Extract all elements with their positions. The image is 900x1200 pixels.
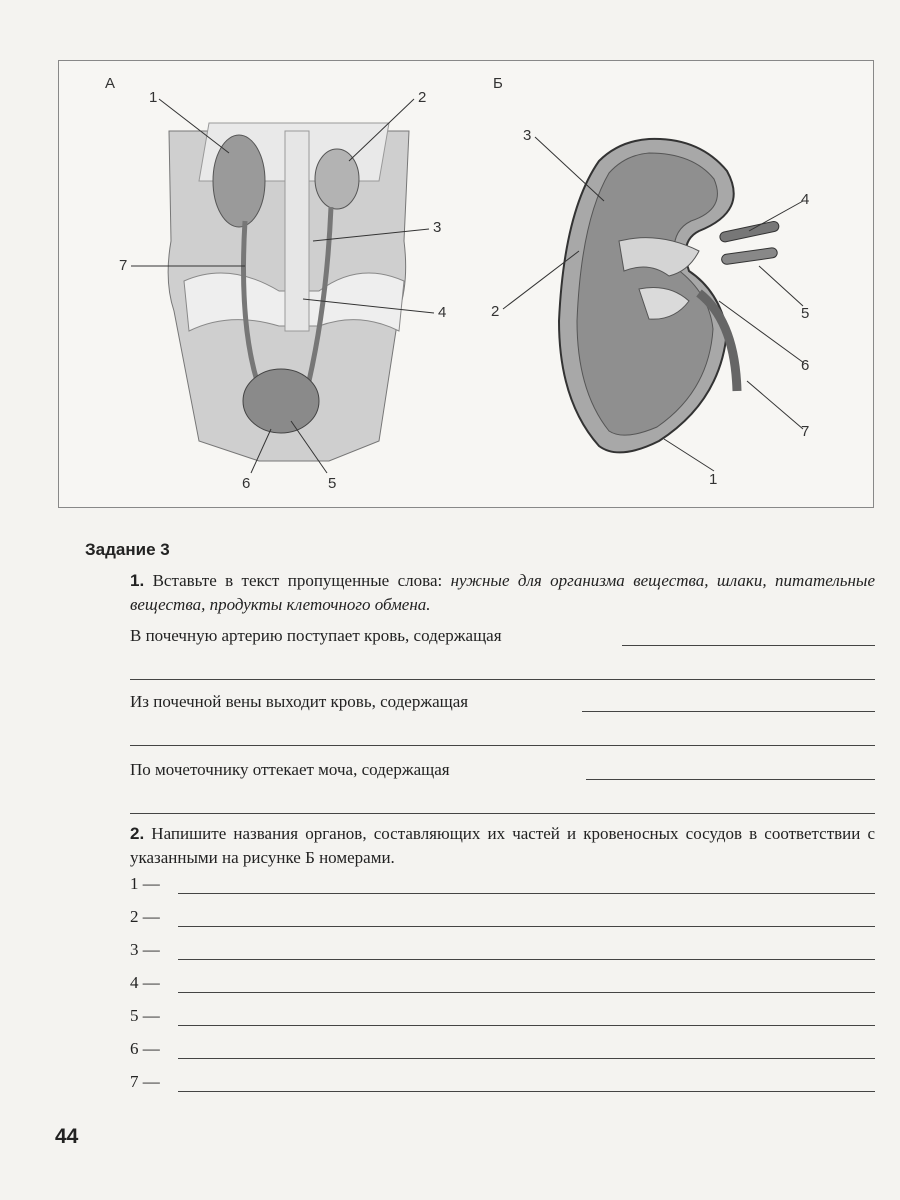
panel-b-label-5: 5 bbox=[801, 305, 810, 322]
numbered-answer-1 bbox=[130, 874, 875, 898]
answer-line-ureter bbox=[130, 760, 875, 784]
numbered-answer-field[interactable] bbox=[178, 1091, 875, 1092]
panel-a-letter: А bbox=[105, 75, 116, 92]
question-1 bbox=[130, 569, 875, 617]
panel-b-label-7: 7 bbox=[801, 423, 810, 440]
panel-a-label-2: 2 bbox=[418, 89, 427, 106]
panel-b-label-2: 2 bbox=[491, 303, 500, 320]
numbered-answer-field[interactable] bbox=[178, 926, 875, 927]
numbered-answer-label: 2 — bbox=[130, 907, 160, 926]
answer-field-vein-1[interactable] bbox=[582, 711, 875, 712]
numbered-answer-field[interactable] bbox=[178, 1025, 875, 1026]
numbered-answer-label: 7 — bbox=[130, 1072, 160, 1091]
numbered-answer-field[interactable] bbox=[178, 893, 875, 894]
numbered-answer-field[interactable] bbox=[178, 992, 875, 993]
answer-field-artery-1[interactable] bbox=[622, 645, 875, 646]
answer-line-ureter-cont bbox=[130, 794, 875, 818]
answer-field-ureter-1[interactable] bbox=[586, 779, 875, 780]
question-2 bbox=[130, 822, 875, 870]
numbered-answer-label: 1 — bbox=[130, 874, 160, 893]
kidney-illustration bbox=[59, 61, 875, 509]
question-2-number: 2. bbox=[130, 824, 145, 843]
panel-a-label-6: 6 bbox=[242, 475, 251, 492]
panel-a-label-5: 5 bbox=[328, 475, 337, 492]
question-1-words: нужные для организма вещества, шлаки, питательные вещества, продукты клеточного обмена. bbox=[130, 571, 875, 614]
answer-line-artery bbox=[130, 626, 875, 650]
numbered-answer-3 bbox=[130, 940, 875, 964]
answer-line-ureter-text: По мочеточнику оттекает моча, содержащая bbox=[130, 760, 450, 779]
panel-b-letter: Б bbox=[493, 75, 503, 92]
panel-a-label-1: 1 bbox=[149, 89, 158, 106]
answer-line-vein bbox=[130, 692, 875, 716]
answer-line-vein-cont bbox=[130, 726, 875, 750]
question-1-number: 1. bbox=[130, 571, 145, 590]
numbered-answer-field[interactable] bbox=[178, 959, 875, 960]
panel-a-label-4: 4 bbox=[438, 304, 447, 321]
numbered-answer-4 bbox=[130, 973, 875, 997]
numbered-answer-label: 6 — bbox=[130, 1039, 160, 1058]
numbered-answer-label: 3 — bbox=[130, 940, 160, 959]
task-title: Задание 3 bbox=[85, 540, 170, 559]
panel-a-label-7: 7 bbox=[119, 257, 128, 274]
panel-a-label-3: 3 bbox=[433, 219, 442, 236]
kidney-section-diagram bbox=[503, 137, 804, 471]
numbered-answer-label: 4 — bbox=[130, 973, 160, 992]
panel-b-label-3: 3 bbox=[523, 127, 532, 144]
panel-b-label-6: 6 bbox=[801, 357, 810, 374]
answer-line-artery-cont bbox=[130, 660, 875, 684]
numbered-answer-label: 5 — bbox=[130, 1006, 160, 1025]
numbered-answer-7 bbox=[130, 1072, 875, 1096]
panel-b-label-4: 4 bbox=[801, 191, 810, 208]
urinary-system-diagram bbox=[131, 99, 434, 473]
answer-field-vein-2[interactable] bbox=[130, 745, 875, 746]
question-1-text: Вставьте в текст пропущенные слова: bbox=[152, 571, 443, 590]
figure-box bbox=[58, 60, 874, 508]
answer-field-ureter-2[interactable] bbox=[130, 813, 875, 814]
page-number: 44 bbox=[55, 1125, 79, 1148]
answer-field-artery-2[interactable] bbox=[130, 679, 875, 680]
numbered-answer-2 bbox=[130, 907, 875, 931]
answer-line-artery-text: В почечную артерию поступает кровь, содержащая bbox=[130, 626, 502, 645]
numbered-answer-6 bbox=[130, 1039, 875, 1063]
answer-line-vein-text: Из почечной вены выходит кровь, содержащая bbox=[130, 692, 469, 711]
numbered-answer-5 bbox=[130, 1006, 875, 1030]
numbered-answer-field[interactable] bbox=[178, 1058, 875, 1059]
panel-b-label-1: 1 bbox=[709, 471, 718, 488]
question-2-text: Напишите названия органов, составляющих их частей и кровеносных сосудов в соответствии с указанными на рисунке Б номерами. bbox=[130, 824, 875, 867]
